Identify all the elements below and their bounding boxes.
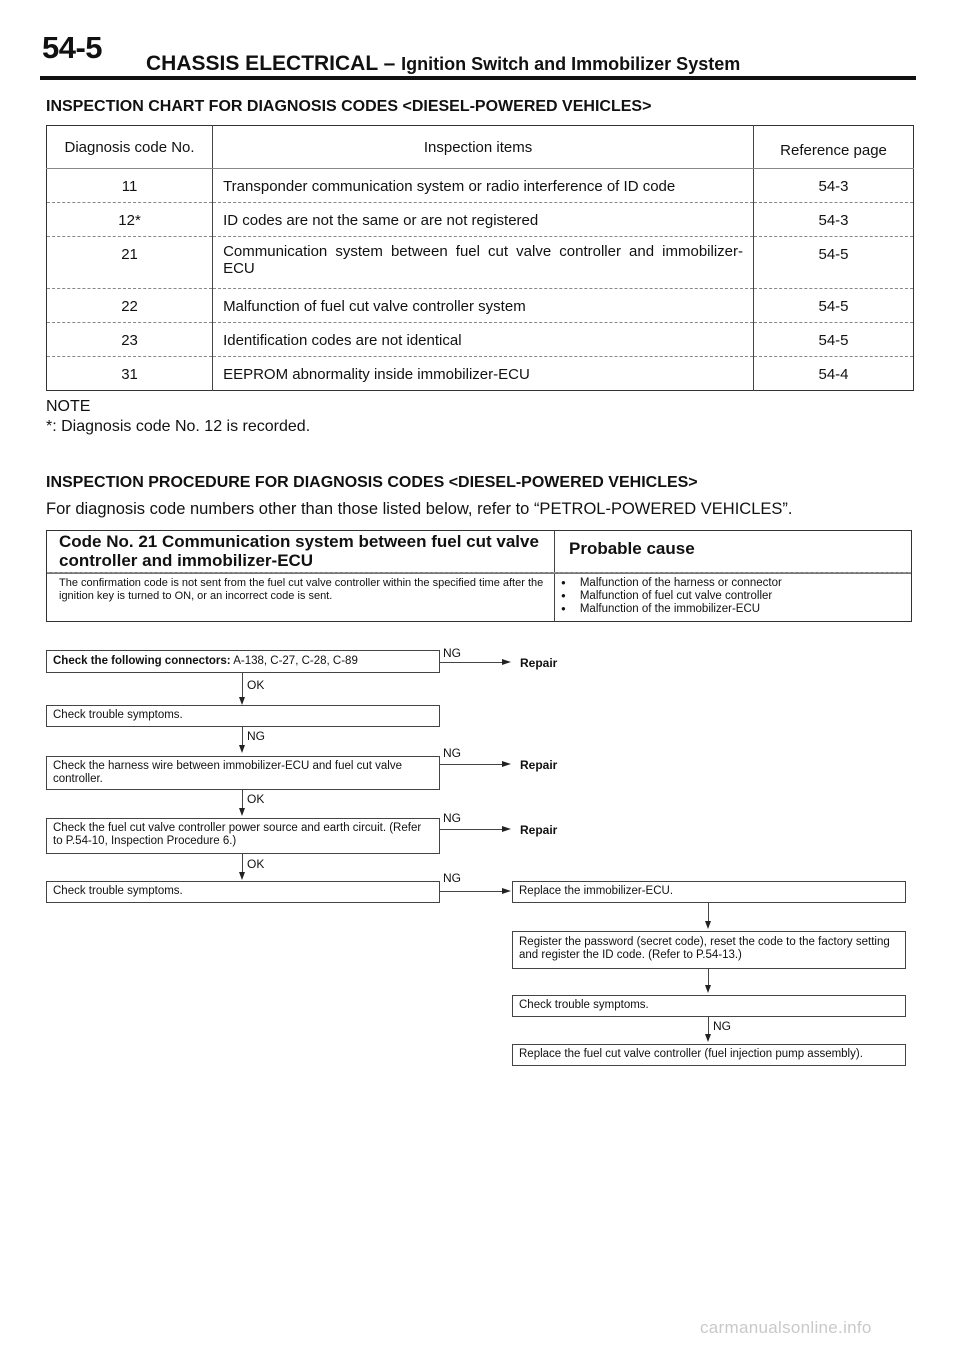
list-item: ● Malfunction of the harness or connector (561, 577, 782, 590)
item-cell: Identification codes are not identical (213, 323, 754, 357)
flow-connector (440, 764, 502, 765)
note-label: NOTE (46, 398, 91, 415)
procedure-heading: INSPECTION PROCEDURE FOR DIAGNOSIS CODES <DIESEL-POWERED VEHICLES> (46, 474, 698, 491)
flow-connector (708, 969, 709, 986)
table-row (47, 289, 914, 323)
flow-connector (708, 903, 709, 923)
arrow-down-icon (239, 745, 245, 753)
step-label: Check the following connectors: (53, 655, 231, 667)
table-header-row (47, 126, 914, 169)
ng-label: NG (443, 871, 461, 885)
code-description: The confirmation code is not sent from the fuel cut valve controller within the specified time after the ignition key is turned to ON, or an incorrect code is sent. (59, 577, 544, 602)
flow-connector (242, 673, 243, 697)
table-row (47, 203, 914, 237)
item-cell: Communication system between fuel cut valve controller and immobilizer-ECU (213, 237, 754, 289)
section-title: CHASSIS ELECTRICAL (146, 52, 378, 75)
code-cell: 31 (47, 357, 213, 391)
column-header: Diagnosis code No. (47, 126, 213, 169)
arrow-right-icon (502, 659, 511, 665)
page-title (146, 52, 740, 76)
flow-connector (242, 854, 243, 874)
ok-label: OK (247, 857, 265, 871)
chart-heading: INSPECTION CHART FOR DIAGNOSIS CODES <DIESEL-POWERED VEHICLES> (46, 98, 652, 115)
ng-label: NG (443, 746, 461, 760)
table-row (47, 357, 914, 391)
flow-connector (440, 662, 502, 663)
cause-list (561, 577, 782, 616)
column-divider (554, 531, 555, 621)
code-cell: 21 (47, 237, 213, 289)
ref-cell: 54-5 (754, 289, 914, 323)
note-text: *: Diagnosis code No. 12 is recorded. (46, 418, 311, 435)
ref-cell: 54-4 (754, 357, 914, 391)
row-divider (47, 572, 911, 574)
repair-label: Repair (520, 758, 558, 772)
flow-step-check-symptoms: Check trouble symptoms. (46, 705, 440, 727)
flow-step-check-symptoms-2: Check trouble symptoms. (46, 881, 440, 903)
arrow-right-icon (502, 761, 511, 767)
column-header: Reference page (754, 126, 914, 169)
flow-step-replace-controller: Replace the fuel cut valve controller (fuel injection pump assembly). (512, 1044, 906, 1066)
code-cell: 11 (47, 169, 213, 203)
ok-label: OK (247, 792, 265, 806)
ok-label: OK (247, 678, 265, 692)
item-cell: ID codes are not the same or are not registered (213, 203, 754, 237)
title-dash: – (377, 52, 402, 75)
step-text: A-138, C-27, C-28, C-89 (230, 655, 358, 667)
arrow-down-icon (239, 808, 245, 816)
ref-cell: 54-5 (754, 237, 914, 289)
flow-step-check-harness: Check the harness wire between immobilizer-ECU and fuel cut valve controller. (46, 756, 440, 790)
procedure-intro: For diagnosis code numbers other than those listed below, refer to “PETROL-POWERED VEHICLES”. (46, 500, 793, 518)
ref-cell: 54-3 (818, 178, 849, 195)
arrow-down-icon (705, 1034, 711, 1042)
watermark: carmanualsonline.info (700, 1318, 872, 1337)
arrow-down-icon (705, 921, 711, 929)
diagnosis-table (46, 125, 914, 391)
ref-cell: 54-3 (754, 203, 914, 237)
code-title: Code No. 21 Communication system between fuel cut valve controller and immobilizer-ECU (59, 532, 539, 570)
table-row (47, 169, 914, 203)
item-cell: EEPROM abnormality inside immobilizer-ECU (213, 357, 754, 391)
flow-connector (242, 727, 243, 747)
flow-step-register-password: Register the password (secret code), reset the code to the factory setting and register the ID code. (Refer to P.54-13.) (512, 931, 906, 969)
arrow-down-icon (705, 985, 711, 993)
table-row (47, 237, 914, 289)
item-cell: Transponder communication system or radio interference of ID code (213, 169, 754, 203)
subsection-title: Ignition Switch and Immobilizer System (401, 54, 741, 74)
header-rule (40, 76, 916, 80)
arrow-down-icon (239, 872, 245, 880)
flow-step-check-connectors (46, 650, 440, 673)
flow-connector (440, 891, 502, 892)
list-item: ● Malfunction of the immobilizer-ECU (561, 603, 782, 616)
flow-step-check-power-source: Check the fuel cut valve controller power source and earth circuit. (Refer to P.54-10, Inspection Procedure 6.) (46, 818, 440, 854)
item-cell: Malfunction of fuel cut valve controller system (213, 289, 754, 323)
flow-connector (440, 829, 502, 830)
probable-cause-title: Probable cause (569, 539, 695, 558)
arrow-right-icon (502, 826, 511, 832)
arrow-down-icon (239, 697, 245, 705)
page-number: 54-5 (42, 30, 103, 65)
code-cell: 12* (47, 203, 213, 237)
ng-label: NG (247, 729, 265, 743)
code-cell: 22 (47, 289, 213, 323)
repair-label: Repair (520, 656, 558, 670)
flow-connector (242, 790, 243, 810)
flow-step-check-symptoms-3: Check trouble symptoms. (512, 995, 906, 1017)
table-row (47, 323, 914, 357)
flow-step-replace-ecu: Replace the immobilizer-ECU. (512, 881, 906, 903)
flow-connector (708, 1017, 709, 1035)
repair-label: Repair (520, 823, 558, 837)
code-info-box (46, 530, 912, 622)
column-header: Inspection items (213, 126, 754, 169)
ref-cell: 54-5 (754, 323, 914, 357)
list-item: ● Malfunction of fuel cut valve controller (561, 590, 782, 603)
ng-label: NG (713, 1019, 731, 1033)
code-cell: 23 (47, 323, 213, 357)
ng-label: NG (443, 646, 461, 660)
ng-label: NG (443, 811, 461, 825)
arrow-right-icon (502, 888, 511, 894)
